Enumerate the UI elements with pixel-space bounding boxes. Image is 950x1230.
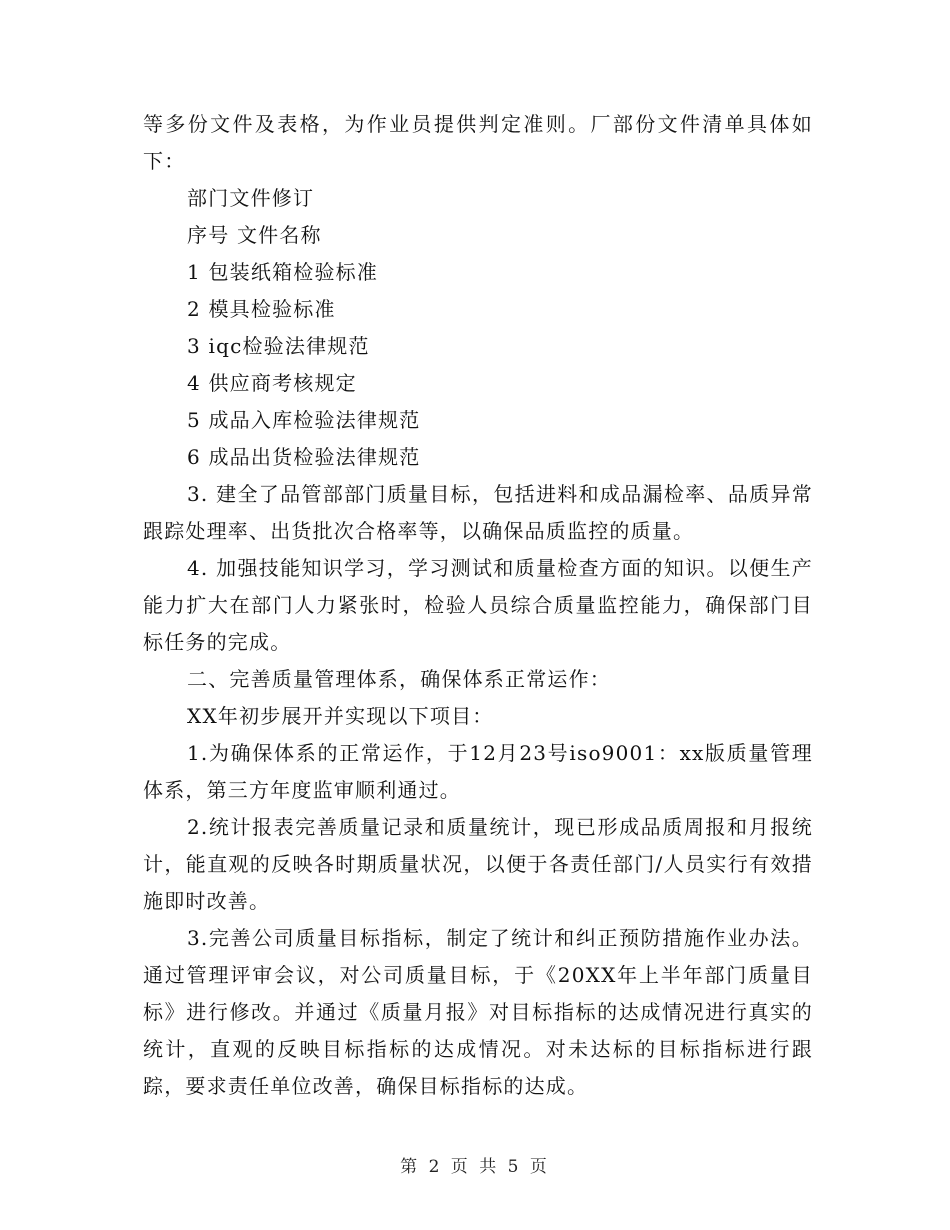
paragraph-projects-intro: XX年初步展开并实现以下项目： (187, 704, 494, 728)
list-column-header: 序号 文件名称 (187, 223, 322, 247)
list-item: 3 iqc检验法律规范 (187, 334, 370, 358)
paragraph-quality-targets: 3. 建全了品管部部门质量目标，包括进料和成品漏检率、品质异常跟踪处理率、出货批次合格率等，以确保品质监控的质量。 (143, 482, 813, 543)
paragraph-quality-objectives: 3.完善公司质量目标指标，制定了统计和纠正预防措施作业办法。通过管理评审会议，对公司质量目标，于《20XX年上半年部门质量目标》进行修改。并通过《质量月报》对目标指标的达成情况进行真实的统计，直观的反映目标指标的达成情况。对未达标的目标指标进行跟踪，要求责任单位改善，确保目标指标的达成。 (143, 926, 813, 1098)
section-heading-quality-system: 二、完善质量管理体系，确保体系正常运作： (187, 667, 611, 691)
page-number-footer: 第 2 页 共 5 页 (400, 1157, 550, 1177)
paragraph-statistics-reports: 2.统计报表完善质量记录和质量统计，现已形成品质周报和月报统计，能直观的反映各时期质量状况，以便于各责任部门/人员实行有效措施即时改善。 (143, 815, 813, 913)
paragraph-skill-training: 4. 加强技能知识学习，学习测试和质量检查方面的知识。以便生产能力扩大在部门人力紧张时，检验人员综合质量监控能力，确保部门目标任务的完成。 (143, 556, 813, 654)
paragraph-file-list-intro: 等多份文件及表格，为作业员提供判定准则。厂部份文件清单具体如下： (143, 112, 813, 173)
list-item: 1 包装纸箱检验标准 (187, 260, 379, 284)
list-item: 4 供应商考核规定 (187, 371, 357, 395)
list-item: 6 成品出货检验法律规范 (187, 445, 421, 469)
list-item: 5 成品入库检验法律规范 (187, 408, 421, 432)
paragraph-iso-audit: 1.为确保体系的正常运作，于12月23号iso9001：xx版质量管理体系，第三方年度监审顺利通过。 (143, 741, 813, 802)
list-heading-revision: 部门文件修订 (187, 186, 315, 210)
document-body (143, 106, 813, 1105)
list-item: 2 模具检验标准 (187, 297, 336, 321)
